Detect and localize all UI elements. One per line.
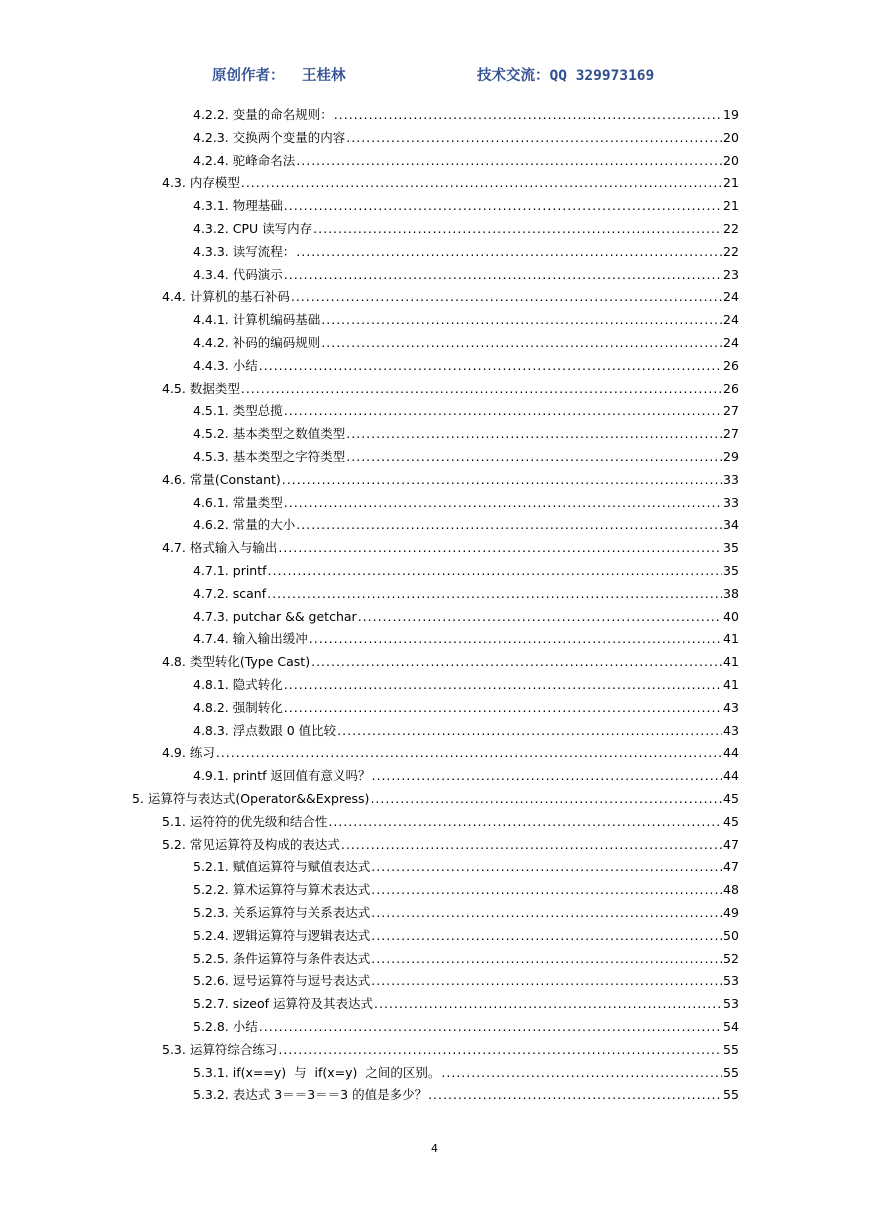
toc-entry-title: 类型总揽 bbox=[232, 403, 283, 419]
toc-entry-number: 4.7. bbox=[162, 540, 186, 556]
toc-entry-page: 45 bbox=[723, 791, 739, 806]
toc-entry-number: 4.3.2. bbox=[193, 221, 229, 236]
toc-entry[interactable] bbox=[193, 674, 737, 696]
author-credit: 原创作者： 王桂林 bbox=[212, 68, 346, 84]
toc-entry-title: printf bbox=[232, 563, 267, 578]
toc-entry-number: 4.5.3. bbox=[193, 449, 229, 464]
toc-entry-number: 4.8.3. bbox=[193, 722, 229, 738]
toc-entry[interactable] bbox=[193, 127, 737, 149]
toc-entry-title: 赋值运算符与赋值表达式 bbox=[232, 859, 371, 875]
toc-leader-dots bbox=[241, 378, 722, 400]
toc-entry[interactable] bbox=[193, 241, 737, 263]
toc-entry-title: 隐式转化 bbox=[232, 677, 283, 692]
toc-leader-dots bbox=[358, 606, 722, 628]
toc-entry-title: 小结 bbox=[232, 1019, 258, 1034]
toc-entry-page: 43 bbox=[723, 722, 739, 738]
toc-leader-dots bbox=[268, 560, 722, 582]
toc-entry-page: 47 bbox=[723, 859, 739, 875]
toc-entry-title: 常量的大小 bbox=[232, 517, 296, 533]
toc-leader-dots bbox=[371, 925, 722, 947]
toc-entry-number: 4.7.4. bbox=[193, 631, 229, 647]
toc-entry[interactable] bbox=[193, 423, 737, 445]
toc-entry-title: 表达式 3＝＝3＝＝3 的值是多少？ bbox=[232, 1087, 428, 1103]
toc-entry-title: 基本类型之字符类型 bbox=[232, 449, 346, 464]
toc-leader-dots bbox=[309, 628, 722, 650]
toc-entry[interactable] bbox=[193, 902, 737, 924]
toc-leader-dots bbox=[278, 537, 722, 559]
toc-entry-number: 4.9.1. bbox=[193, 768, 229, 784]
toc-leader-dots bbox=[241, 172, 722, 194]
toc-entry-page: 40 bbox=[723, 608, 739, 624]
toc-entry-title: 运算符与表达式(Operator&&Express) bbox=[147, 791, 370, 806]
toc-leader-dots bbox=[284, 264, 722, 286]
toc-entry[interactable] bbox=[193, 514, 737, 536]
toc-leader-dots bbox=[278, 1039, 722, 1061]
toc-entry-title: sizeof 运算符及其表达式 bbox=[232, 996, 374, 1012]
toc-entry-page: 21 bbox=[723, 175, 739, 191]
toc-entry-number: 4.6.2. bbox=[193, 517, 229, 533]
toc-entry-title: 强制转化 bbox=[232, 699, 283, 715]
toc-entry-number: 4.2.2. bbox=[193, 107, 229, 122]
toc-entry[interactable] bbox=[193, 583, 737, 605]
toc-entry-page: 33 bbox=[723, 494, 739, 510]
toc-entry[interactable] bbox=[193, 1062, 737, 1084]
toc-leader-dots bbox=[346, 127, 722, 149]
toc-leader-dots bbox=[296, 150, 722, 172]
toc-entry-number: 4.5.1. bbox=[193, 403, 229, 419]
toc-entry-page: 24 bbox=[723, 289, 739, 305]
contact-info: 技术交流：QQ 329973169 bbox=[477, 68, 655, 84]
toc-entry-number: 4.6. bbox=[162, 471, 186, 487]
toc-entry-number: 5.2.3. bbox=[193, 905, 229, 920]
toc-entry-title: 格式输入与输出 bbox=[189, 540, 278, 556]
toc-entry[interactable] bbox=[193, 765, 737, 787]
toc-entry-number: 5.1. bbox=[162, 813, 186, 829]
toc-entry-title: 读写流程： bbox=[232, 243, 296, 259]
toc-leader-dots bbox=[284, 697, 722, 719]
toc-leader-dots bbox=[313, 218, 722, 240]
toc-entry-title: 计算机编码基础 bbox=[232, 312, 321, 328]
toc-entry[interactable] bbox=[193, 606, 737, 628]
toc-entry-number: 4.7.1. bbox=[193, 563, 229, 578]
toc-entry-page: 50 bbox=[723, 927, 739, 943]
toc-entry-page: 52 bbox=[723, 950, 739, 966]
toc-entry[interactable] bbox=[162, 378, 737, 400]
toc-entry-title: 交换两个变量的内容 bbox=[232, 129, 346, 145]
toc-entry-number: 5.2.6. bbox=[193, 973, 229, 989]
toc-entry-title: 练习 bbox=[189, 745, 215, 761]
toc-entry-title: 计算机的基石补码 bbox=[189, 289, 290, 305]
toc-entry[interactable] bbox=[162, 811, 737, 833]
toc-entry-page: 29 bbox=[723, 449, 739, 464]
toc-entry-title: putchar && getchar bbox=[232, 608, 357, 624]
toc-entry[interactable] bbox=[193, 446, 737, 468]
toc-entry-number: 4.3.4. bbox=[193, 266, 229, 282]
toc-entry-number: 5.3.1. bbox=[193, 1064, 229, 1080]
toc-leader-dots bbox=[259, 1016, 722, 1038]
toc-entry-page: 24 bbox=[723, 312, 739, 328]
toc-entry-number: 4.4.3. bbox=[193, 357, 229, 373]
toc-entry[interactable] bbox=[193, 332, 737, 354]
toc-entry-page: 19 bbox=[723, 107, 739, 122]
toc-entry-number: 5.2.5. bbox=[193, 950, 229, 966]
toc-entry-title: 内存模型 bbox=[189, 175, 240, 191]
toc-entry-page: 55 bbox=[723, 1064, 739, 1080]
toc-entry-page: 27 bbox=[723, 426, 739, 442]
toc-entry-page: 20 bbox=[723, 129, 739, 145]
toc-entry-number: 4.2.4. bbox=[193, 152, 229, 168]
toc-entry-title: 常量类型 bbox=[232, 494, 283, 510]
page-number: 4 bbox=[431, 1142, 438, 1155]
toc-entry-title: 变量的命名规则： bbox=[232, 107, 333, 122]
toc-leader-dots bbox=[371, 879, 722, 901]
toc-entry-title: 运符符的优先级和结合性 bbox=[189, 813, 328, 829]
toc-entry-page: 38 bbox=[723, 585, 739, 601]
toc-entry-page: 53 bbox=[723, 973, 739, 989]
toc-entry-page: 22 bbox=[723, 243, 739, 259]
toc-entry-number: 4.4. bbox=[162, 289, 186, 305]
toc-entry-number: 4.5. bbox=[162, 380, 186, 396]
toc-entry-title: printf 返回值有意义吗？ bbox=[232, 768, 371, 784]
toc-entry-page: 55 bbox=[723, 1041, 739, 1057]
toc-entry-page: 53 bbox=[723, 996, 739, 1012]
toc-entry[interactable] bbox=[193, 970, 737, 992]
toc-leader-dots bbox=[291, 286, 722, 308]
toc-leader-dots bbox=[346, 423, 722, 445]
toc-entry-title: 输入输出缓冲 bbox=[232, 631, 308, 647]
toc-entry-number: 4.4.1. bbox=[193, 312, 229, 328]
toc-leader-dots bbox=[371, 902, 722, 924]
toc-entry[interactable] bbox=[193, 560, 737, 582]
toc-entry-number: 4.2.3. bbox=[193, 129, 229, 145]
toc-leader-dots bbox=[296, 241, 722, 263]
toc-entry-number: 4.8. bbox=[162, 654, 186, 670]
toc-entry-page: 41 bbox=[723, 654, 739, 670]
toc-entry[interactable] bbox=[193, 1084, 737, 1106]
toc-entry-title: CPU 读写内存 bbox=[232, 221, 313, 236]
toc-leader-dots bbox=[311, 651, 722, 673]
toc-entry[interactable] bbox=[162, 742, 737, 764]
toc-entry[interactable] bbox=[162, 469, 737, 491]
toc-entry-page: 26 bbox=[723, 380, 739, 396]
toc-leader-dots bbox=[346, 446, 722, 468]
toc-leader-dots bbox=[371, 948, 722, 970]
toc-entry-number: 4.8.2. bbox=[193, 699, 229, 715]
toc-entry-number: 5.3. bbox=[162, 1041, 186, 1057]
toc-leader-dots bbox=[441, 1062, 722, 1084]
toc-entry-title: 物理基础 bbox=[232, 198, 283, 214]
toc-entry-number: 5.2.7. bbox=[193, 996, 229, 1012]
toc-entry[interactable] bbox=[193, 195, 737, 217]
toc-entry-number: 4.7.2. bbox=[193, 585, 229, 601]
toc-entry-page: 24 bbox=[723, 335, 739, 350]
toc-entry-page: 43 bbox=[723, 699, 739, 715]
toc-leader-dots bbox=[372, 765, 722, 787]
toc-entry-page: 35 bbox=[723, 563, 739, 578]
toc-entry[interactable] bbox=[193, 948, 737, 970]
toc-entry-page: 45 bbox=[723, 813, 739, 829]
toc-leader-dots bbox=[374, 993, 722, 1015]
toc-entry[interactable] bbox=[162, 651, 737, 673]
toc-entry-title: 类型转化(Type Cast) bbox=[189, 654, 311, 670]
toc-entry-page: 41 bbox=[723, 631, 739, 647]
toc-entry[interactable] bbox=[193, 856, 737, 878]
toc-entry-page: 21 bbox=[723, 198, 739, 214]
toc-entry[interactable] bbox=[193, 150, 737, 172]
toc-leader-dots bbox=[284, 674, 722, 696]
toc-entry[interactable] bbox=[193, 492, 737, 514]
toc-entry[interactable] bbox=[193, 925, 737, 947]
toc-entry-page: 27 bbox=[723, 403, 739, 419]
toc-entry-number: 4.3.3. bbox=[193, 243, 229, 259]
toc-entry-title: 浮点数跟 0 值比较 bbox=[232, 722, 337, 738]
toc-entry-number: 5.2.4. bbox=[193, 927, 229, 943]
toc-entry[interactable] bbox=[193, 104, 737, 126]
toc-entry-page: 54 bbox=[723, 1019, 739, 1034]
toc-entry[interactable] bbox=[193, 218, 737, 240]
toc-entry-title: if(x==y) 与 if(x=y) 之间的区别。 bbox=[232, 1064, 441, 1080]
toc-entry[interactable] bbox=[132, 788, 737, 810]
toc-entry-page: 35 bbox=[723, 540, 739, 556]
toc-leader-dots bbox=[282, 469, 722, 491]
toc-entry-title: 代码演示 bbox=[232, 266, 283, 282]
toc-entry[interactable] bbox=[162, 834, 737, 856]
toc-entry-page: 41 bbox=[723, 677, 739, 692]
toc-entry-number: 5.3.2. bbox=[193, 1087, 229, 1103]
toc-entry[interactable] bbox=[193, 879, 737, 901]
toc-entry[interactable] bbox=[193, 264, 737, 286]
toc-leader-dots bbox=[284, 195, 722, 217]
toc-leader-dots bbox=[267, 583, 722, 605]
toc-leader-dots bbox=[284, 400, 722, 422]
toc-entry-number: 4.6.1. bbox=[193, 494, 229, 510]
toc-entry-title: 算术运算符与算术表达式 bbox=[232, 882, 371, 898]
toc-leader-dots bbox=[371, 970, 722, 992]
toc-entry-title: 基本类型之数值类型 bbox=[232, 426, 346, 442]
toc-entry-number: 4.4.2. bbox=[193, 335, 229, 350]
toc-entry-title: 条件运算符与条件表达式 bbox=[232, 950, 371, 966]
toc-entry-title: 逗号运算符与逗号表达式 bbox=[232, 973, 371, 989]
toc-entry-number: 4.7.3. bbox=[193, 608, 229, 624]
toc-entry-page: 22 bbox=[723, 221, 739, 236]
toc-entry-number: 5.2. bbox=[162, 836, 186, 852]
toc-entry-title: 补码的编码规则 bbox=[232, 335, 321, 350]
toc-entry-number: 4.8.1. bbox=[193, 677, 229, 692]
toc-entry[interactable] bbox=[162, 1039, 737, 1061]
toc-entry[interactable] bbox=[193, 628, 737, 650]
page-header bbox=[0, 64, 869, 86]
toc-leader-dots bbox=[321, 332, 722, 354]
toc-entry[interactable] bbox=[162, 172, 737, 194]
toc-entry-page: 47 bbox=[723, 836, 739, 852]
toc-leader-dots bbox=[259, 355, 722, 377]
toc-leader-dots bbox=[216, 742, 722, 764]
toc-leader-dots bbox=[328, 811, 722, 833]
toc-entry-number: 5. bbox=[132, 791, 144, 806]
toc-entry[interactable] bbox=[193, 1016, 737, 1038]
toc-entry-page: 55 bbox=[723, 1087, 739, 1103]
toc-entry-number: 4.5.2. bbox=[193, 426, 229, 442]
toc-leader-dots bbox=[334, 104, 722, 126]
toc-entry-number: 5.2.8. bbox=[193, 1019, 229, 1034]
toc-entry-number: 4.3.1. bbox=[193, 198, 229, 214]
toc-entry-title: scanf bbox=[232, 585, 267, 601]
toc-entry[interactable] bbox=[162, 286, 737, 308]
toc-entry-title: 常见运算符及构成的表达式 bbox=[189, 836, 340, 852]
toc-entry-title: 数据类型 bbox=[189, 380, 240, 396]
toc-entry[interactable] bbox=[193, 309, 737, 331]
toc-entry-page: 26 bbox=[723, 357, 739, 373]
toc-entry-page: 44 bbox=[723, 745, 739, 761]
toc-entry-number: 5.2.2. bbox=[193, 882, 229, 898]
toc-leader-dots bbox=[284, 492, 722, 514]
toc-leader-dots bbox=[371, 856, 722, 878]
toc-entry-page: 49 bbox=[723, 905, 739, 920]
toc-leader-dots bbox=[428, 1084, 722, 1106]
toc-entry-page: 34 bbox=[723, 517, 739, 533]
toc-entry-title: 逻辑运算符与逻辑表达式 bbox=[232, 927, 371, 943]
toc-entry[interactable] bbox=[193, 355, 737, 377]
toc-entry-title: 驼峰命名法 bbox=[232, 152, 296, 168]
toc-leader-dots bbox=[341, 834, 722, 856]
toc-entry[interactable] bbox=[162, 537, 737, 559]
toc-entry[interactable] bbox=[193, 993, 737, 1015]
toc-entry-title: 关系运算符与关系表达式 bbox=[232, 905, 371, 920]
toc-entry[interactable] bbox=[193, 697, 737, 719]
toc-leader-dots bbox=[370, 788, 722, 810]
toc-entry[interactable] bbox=[193, 400, 737, 422]
toc-entry-number: 5.2.1. bbox=[193, 859, 229, 875]
toc-entry-number: 4.9. bbox=[162, 745, 186, 761]
toc-entry-page: 33 bbox=[723, 471, 739, 487]
toc-entry-page: 23 bbox=[723, 266, 739, 282]
toc-entry-title: 运算符综合练习 bbox=[189, 1041, 278, 1057]
toc-entry-page: 48 bbox=[723, 882, 739, 898]
toc-entry-page: 20 bbox=[723, 152, 739, 168]
toc-leader-dots bbox=[321, 309, 722, 331]
toc-leader-dots bbox=[337, 720, 722, 742]
toc-entry-title: 小结 bbox=[232, 357, 258, 373]
toc-entry-page: 44 bbox=[723, 768, 739, 784]
toc-entry-number: 4.3. bbox=[162, 175, 186, 191]
toc-entry[interactable] bbox=[193, 720, 737, 742]
toc-entry-title: 常量(Constant) bbox=[189, 471, 281, 487]
toc-leader-dots bbox=[296, 514, 722, 536]
